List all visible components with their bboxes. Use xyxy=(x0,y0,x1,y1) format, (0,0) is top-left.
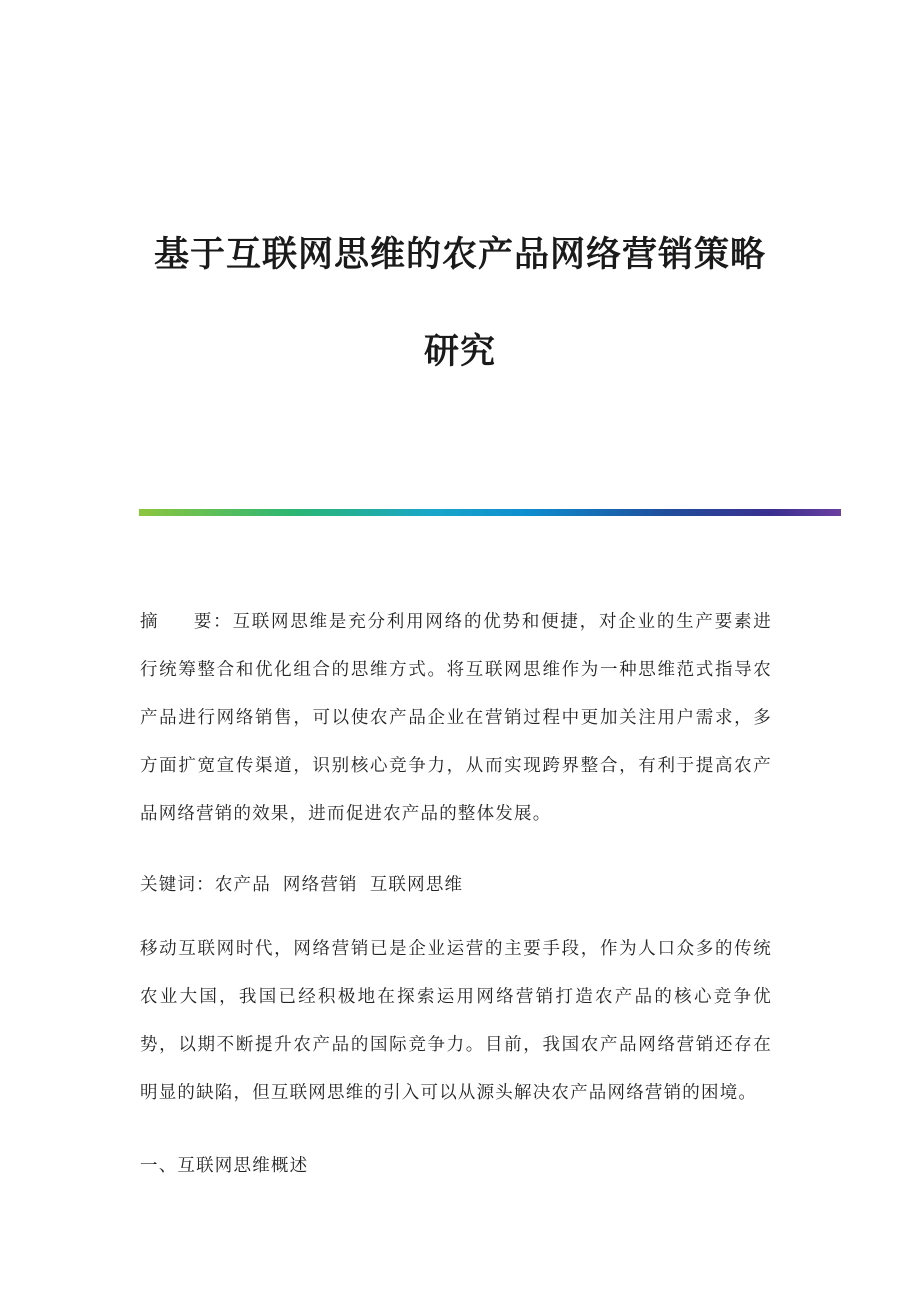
keywords-label: 关键词： xyxy=(140,875,215,895)
document-title-line-2: 研究 xyxy=(423,332,496,372)
title-divider-gradient-bar xyxy=(139,509,841,516)
abstract-label-first: 摘 xyxy=(140,612,160,632)
section-heading-1: 一、互联网思维概述 xyxy=(140,1156,309,1176)
keywords-line xyxy=(140,861,772,909)
abstract-paragraph xyxy=(140,598,772,838)
keyword-item: 农产品 xyxy=(214,875,271,895)
intro-paragraph: 移动互联网时代，网络营销已是企业运营的主要手段，作为人口众多的传统农业大国，我国已经积极地在探索运用网络营销打造农产品的核心竞争优势，以期不断提升农产品的国际竞争力。目前，我国农产品网络营销还存在明显的缺陷，但互联网思维的引入可以从源头解决农产品网络营销的困境。 xyxy=(140,939,772,1103)
keyword-item: 互联网思维 xyxy=(369,875,464,895)
keyword-item: 网络营销 xyxy=(282,875,358,895)
document-title-line-1: 基于互联网思维的农产品网络营销策略 xyxy=(153,235,766,275)
abstract-label-second: 要： xyxy=(193,612,233,632)
abstract-text: 互联网思维是充分利用网络的优势和便捷，对企业的生产要素进行统筹整合和优化组合的思维方式。将互联网思维作为一种思维范式指导农产品进行网络销售，可以使农产品企业在营销过程中更加关注用户需求，多方面扩宽宣传渠道，识别核心竞争力，从而实现跨界整合，有利于提高农产品网络营销的效果，进而促进农产品的整体发展。 xyxy=(140,612,772,824)
